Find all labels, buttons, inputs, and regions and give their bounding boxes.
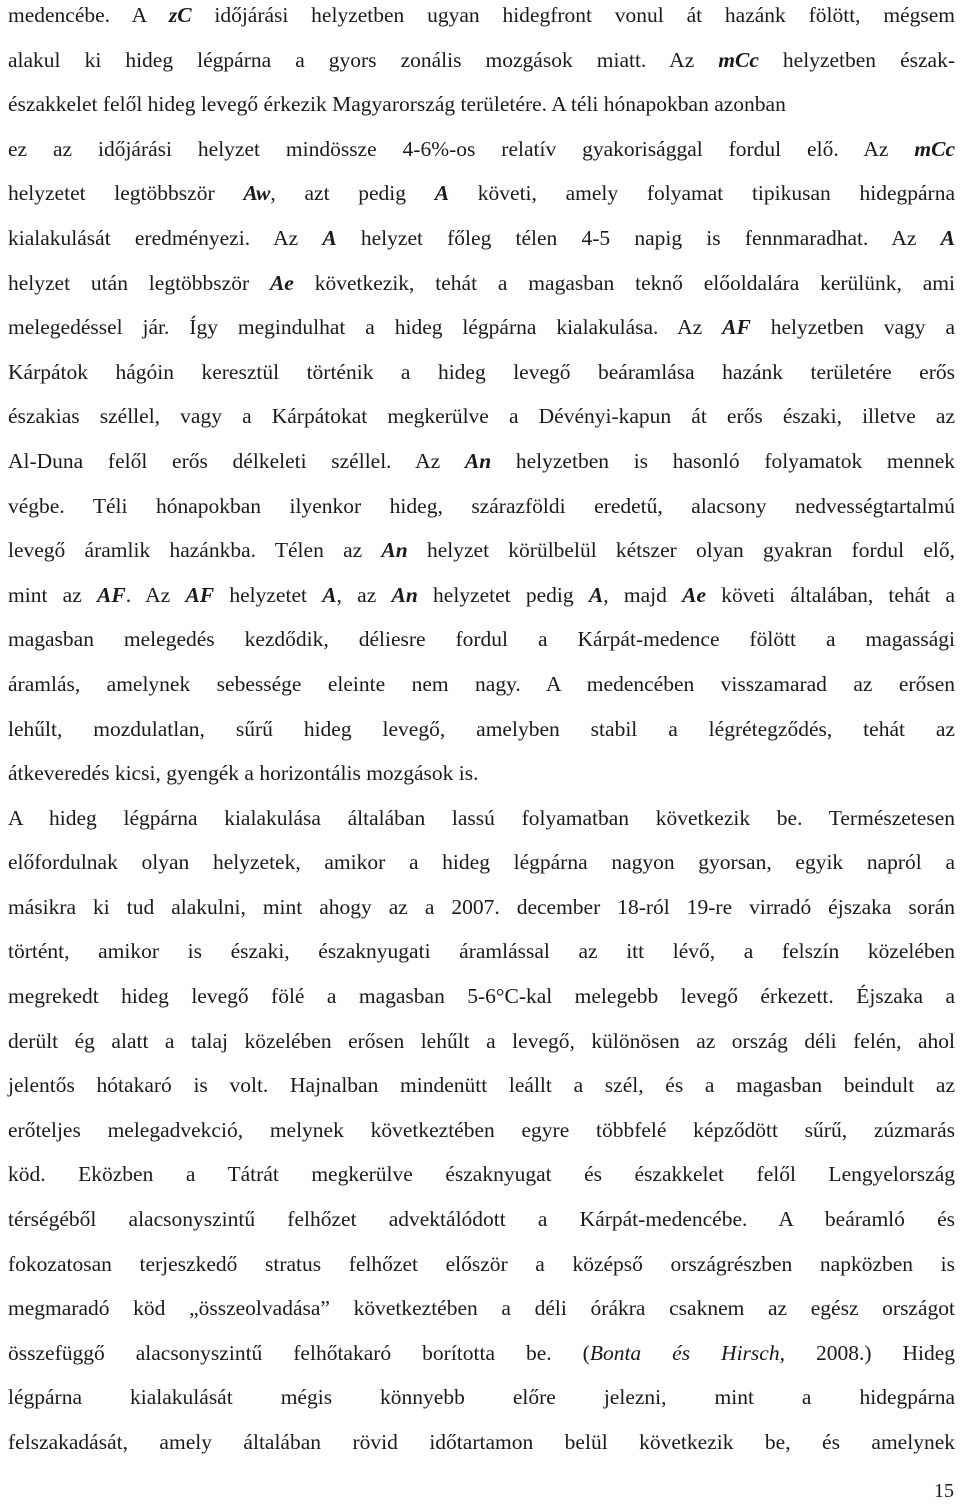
text-segment: időjárási helyzetben ugyan hidegfront vonul át hazánk fölött, mégsem [191, 3, 955, 27]
text-segment: helyzetben észak- [758, 47, 955, 72]
emphasis-code: Ae [269, 270, 294, 295]
emphasis-code: A [322, 225, 337, 250]
text-segment: előfordulnak olyan helyzetek, amikor a hideg légpárna nagyon gyorsan, egyik napról a [8, 850, 955, 875]
text-line [8, 714, 955, 759]
text-line [8, 312, 955, 357]
text-segment: Kárpátok hágóin keresztül történik a hideg levegő beáramlása hazánk területére erős [8, 359, 955, 384]
text-segment: megrekedt hideg levegő fölé a magasban 5-6°C-kal melegebb levegő érkezett. Éjszaka a [8, 984, 955, 1009]
text-segment: magasban melegedés kezdődik, déliesre fordul a Kárpát-medence fölött a magassági [8, 627, 955, 652]
text-segment: , azt pedig [270, 181, 435, 206]
text-line [8, 803, 955, 848]
text-segment: másikra ki tud alakulni, mint ahogy az a 2007. december 18-ról 19-re virradó éjszaka során [8, 894, 955, 919]
text-segment: következik, tehát a magasban teknő előoldalára kerülünk, ami [293, 270, 955, 295]
text-segment: helyzet körülbelül kétszer olyan gyakran fordul elő, [407, 538, 955, 563]
text-segment: Al-Duna felől erős délkeleti széllel. Az [8, 448, 465, 473]
text-line [8, 580, 955, 625]
text-segment: helyzet főleg télen 4-5 napig is fennmaradhat. Az [336, 225, 941, 250]
text-segment: térségéből alacsonyszintű felhőzet advektálódott a Kárpát-medencébe. A beáramló és [8, 1207, 955, 1232]
text-segment: kialakulását eredményezi. Az [8, 225, 323, 250]
text-line [8, 268, 955, 313]
emphasis-code: An [464, 448, 492, 473]
emphasis-code: AF [722, 315, 751, 340]
text-line [8, 669, 955, 714]
document-body [8, 0, 955, 1472]
emphasis-code: A [940, 225, 955, 250]
text-segment: követi, amely folyamat tipikusan hidegpárna [449, 181, 956, 206]
text-line [8, 0, 955, 45]
text-line [8, 89, 955, 134]
text-segment: összefüggő alacsonyszintű felhőtakaró borította be. ( [8, 1340, 590, 1365]
emphasis-code: mCc [914, 136, 955, 161]
text-segment: , 2008.) Hideg [779, 1340, 956, 1365]
text-line [8, 401, 955, 446]
text-line [8, 1204, 955, 1249]
text-line [8, 1293, 955, 1338]
text-segment: átkeveredés kicsi, gyengék a horizontális mozgások is. [8, 761, 479, 786]
text-segment: felszakadását, amely általában rövid időtartamon belül következik be, és amelynek [8, 1430, 955, 1454]
text-line [8, 1382, 955, 1427]
text-segment: végbe. Téli hónapokban ilyenkor hideg, szárazföldi eredetű, alacsony nedvességtartalmú [8, 493, 955, 518]
citation-authors: Bonta és Hirsch [589, 1340, 780, 1365]
emphasis-code: A [322, 582, 337, 607]
text-segment: derült ég alatt a talaj közelében erősen lehűlt a levegő, különösen az ország déli felén, ahol [8, 1028, 955, 1053]
emphasis-code: AF [185, 582, 215, 607]
text-segment: helyzetet legtöbbször [8, 181, 244, 206]
text-line [8, 178, 955, 223]
text-segment: helyzetet [214, 582, 323, 607]
text-line [8, 758, 955, 803]
text-line [8, 491, 955, 536]
text-segment: helyzetben vagy a [750, 315, 956, 340]
text-segment: helyzetben is hasonló folyamatok mennek [491, 448, 955, 473]
text-line [8, 981, 955, 1026]
text-segment: A hideg légpárna kialakulása általában lassú folyamatban következik be. Természetesen [8, 805, 955, 830]
text-line [8, 1159, 955, 1204]
text-segment: történt, amikor is északi, északnyugati áramlással az itt lévő, a felszín közelében [8, 939, 955, 964]
text-segment: mint az [8, 582, 97, 607]
text-segment: helyzetet pedig [417, 582, 589, 607]
text-line [8, 1338, 955, 1383]
emphasis-code: A [588, 582, 604, 607]
text-line [8, 1026, 955, 1071]
text-segment: medencébe. A [8, 3, 169, 27]
text-segment: , majd [603, 582, 683, 607]
text-segment: áramlás, amelynek sebessége eleinte nem nagy. A medencében visszamarad az erősen [8, 671, 955, 696]
text-segment: követi általában, tehát a [706, 582, 956, 607]
text-line [8, 892, 955, 937]
text-segment: ez az időjárási helyzet mindössze 4-6%-os relatív gyakorisággal fordul elő. Az [8, 136, 915, 161]
text-line [8, 223, 955, 268]
page-number: 15 [934, 1480, 954, 1502]
text-segment: lehűlt, mozdulatlan, sűrű hideg levegő, amelyben stabil a légrétegződés, tehát az [8, 716, 955, 741]
text-line [8, 1070, 955, 1115]
text-segment: melegedéssel jár. Így megindulhat a hideg légpárna kialakulása. Az [8, 315, 723, 340]
text-line [8, 1427, 955, 1472]
text-line [8, 624, 955, 669]
text-line [8, 847, 955, 892]
emphasis-code: AF [97, 582, 126, 607]
text-segment: , az [336, 582, 392, 607]
text-line [8, 1249, 955, 1294]
text-line [8, 446, 955, 491]
text-segment: . Az [125, 582, 186, 607]
text-line [8, 357, 955, 402]
text-line [8, 134, 955, 179]
text-segment: fokozatosan terjeszkedő stratus felhőzet először a középső országrészben napközben is [8, 1251, 955, 1276]
emphasis-code: Ae [682, 582, 706, 607]
emphasis-code: Aw [243, 181, 271, 206]
text-line [8, 936, 955, 981]
text-segment: erőteljes melegadvekció, melynek következtében egyre többfelé képződött sűrű, zúzmarás [8, 1117, 955, 1142]
text-segment: köd. Eközben a Tátrát megkerülve északnyugat és északkelet felől Lengyelország [8, 1162, 955, 1187]
text-segment: levegő áramlik hazánkba. Télen az [8, 538, 382, 563]
text-segment: légpárna kialakulását mégis könnyebb előre jelezni, mint a hidegpárna [8, 1385, 955, 1410]
emphasis-code: An [391, 582, 418, 607]
text-line [8, 1115, 955, 1160]
text-segment: jelentős hótakaró is volt. Hajnalban mindenütt leállt a szél, és a magasban beindult az [8, 1073, 955, 1098]
text-segment: északias széllel, vagy a Kárpátokat megkerülve a Dévényi-kapun át erős északi, illetve az [8, 404, 955, 429]
text-segment: alakul ki hideg légpárna a gyors zonális mozgások miatt. Az [8, 47, 719, 72]
text-segment: megmaradó köd „összeolvadása” következtében a déli órákra csaknem az egész országot [8, 1296, 955, 1321]
text-line [8, 45, 955, 90]
emphasis-code: An [381, 538, 408, 563]
emphasis-code: zC [168, 3, 192, 27]
text-segment: északkelet felől hideg levegő érkezik Magyarország területére. A téli hónapokban azonban [8, 92, 786, 117]
text-line [8, 535, 955, 580]
emphasis-code: mCc [718, 47, 759, 72]
text-segment: helyzet után legtöbbször [8, 270, 270, 295]
emphasis-code: A [434, 181, 450, 206]
